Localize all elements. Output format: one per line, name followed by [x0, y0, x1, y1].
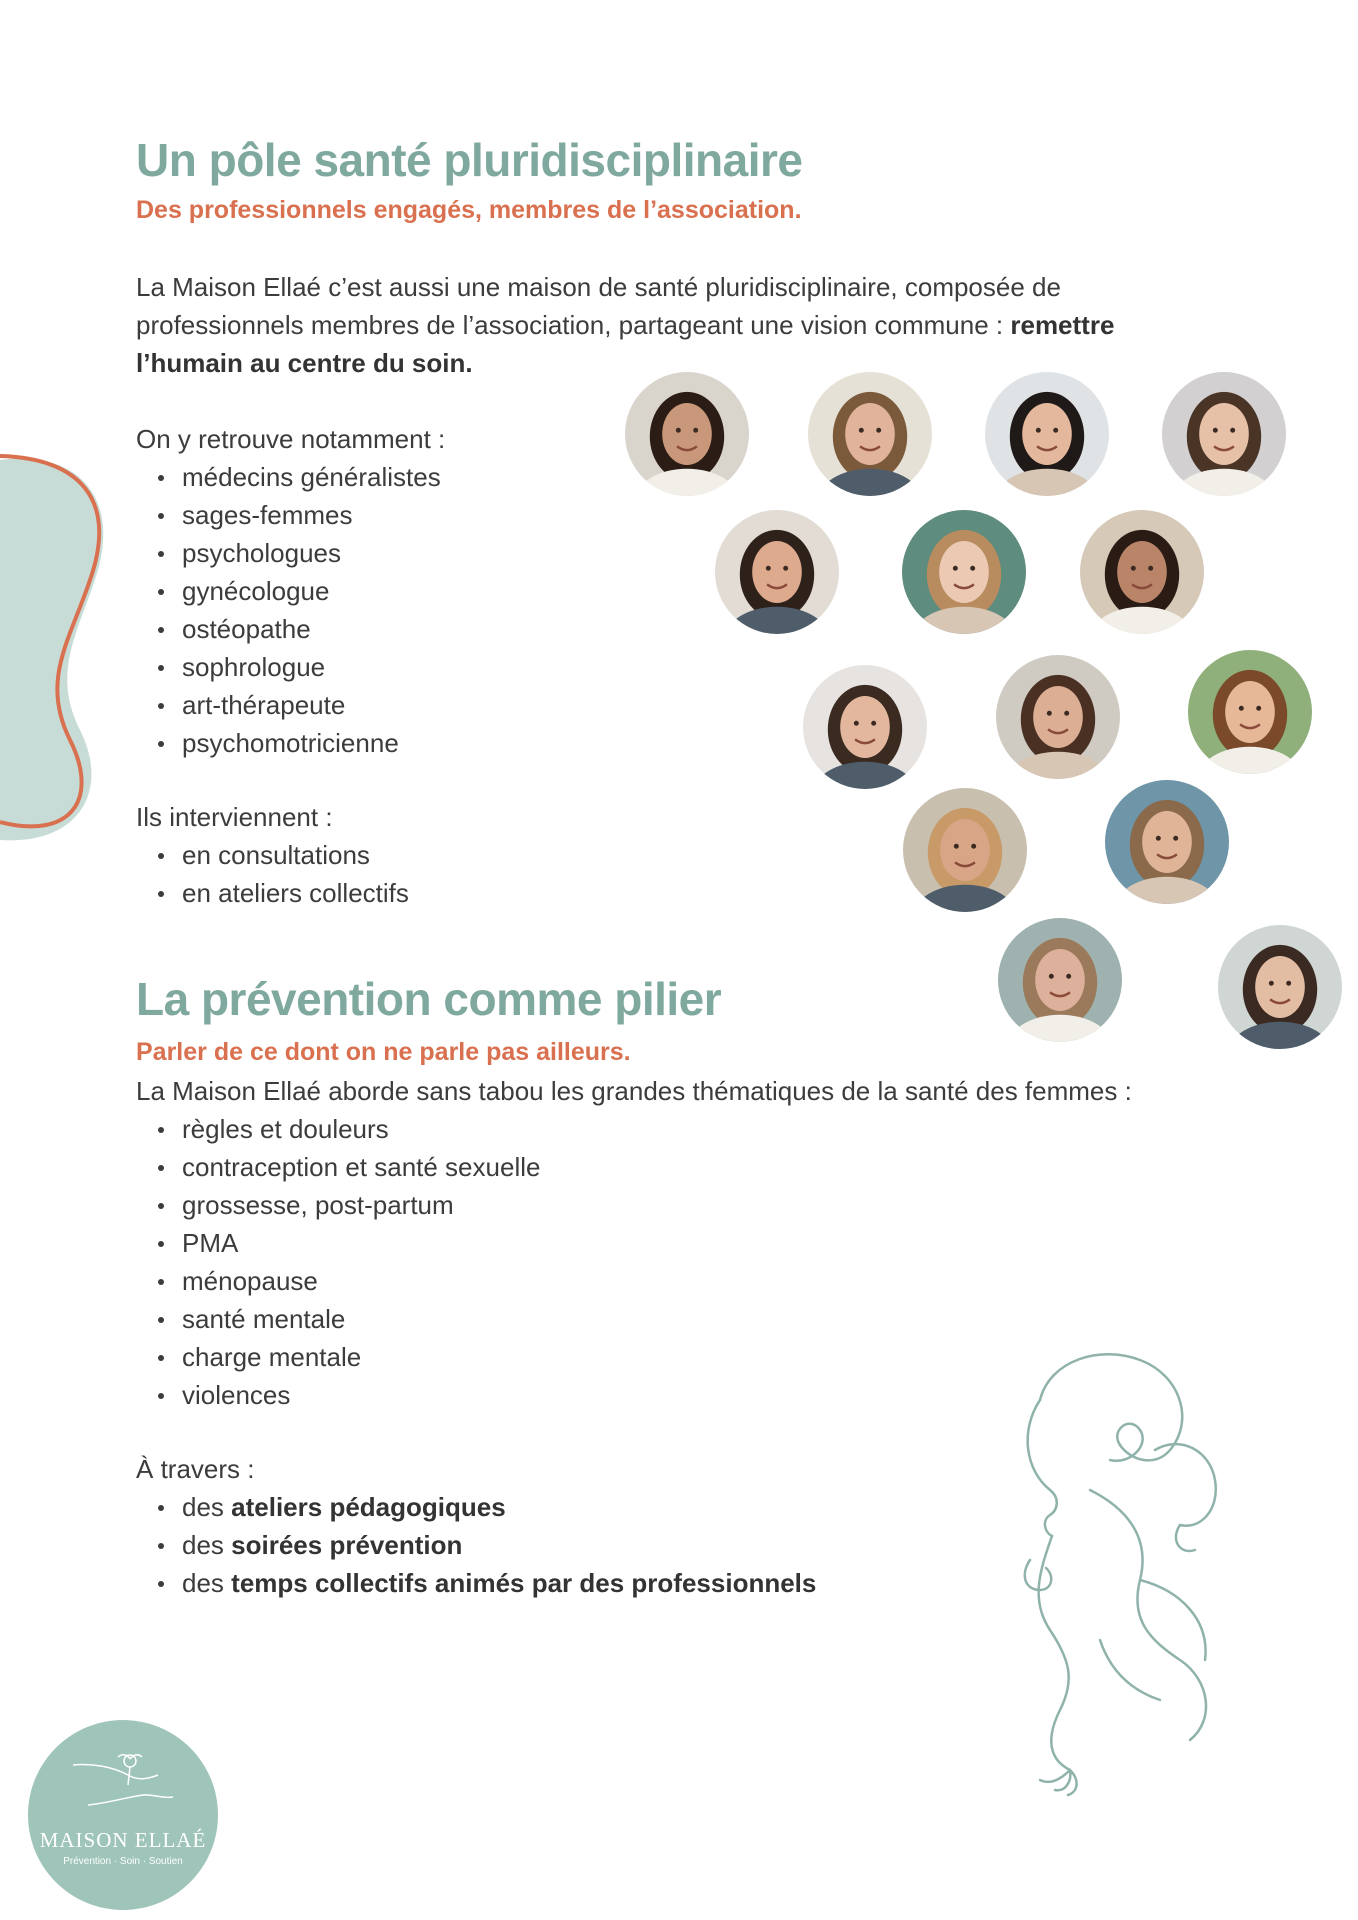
team-member-photo: [902, 510, 1026, 634]
list-item: sages-femmes: [136, 496, 445, 534]
list-item: ménopause: [136, 1262, 540, 1300]
hands-flower-icon: [68, 1745, 178, 1825]
logo-name: MAISON ELLAÉ: [39, 1828, 207, 1852]
topics-list: [136, 1110, 540, 1414]
list-item: psychomotricienne: [136, 724, 445, 762]
list-item: violences: [136, 1376, 540, 1414]
item-bold: ateliers pédagogiques: [231, 1492, 506, 1522]
list-item: charge mentale: [136, 1338, 540, 1376]
team-member-photo: [1105, 780, 1229, 904]
section1-subtitle: Des professionnels engagés, membres de l’association.: [136, 196, 802, 224]
intro-line2-text: professionnels membres de l’association, partageant une vision commune :: [136, 310, 1011, 340]
list-item: règles et douleurs: [136, 1110, 540, 1148]
list-item: sophrologue: [136, 648, 445, 686]
section1-intro: [136, 268, 1236, 382]
list-item: psychologues: [136, 534, 445, 572]
interventions-intro: Ils interviennent :: [136, 802, 333, 832]
section2-intro: La Maison Ellaé aborde sans tabou les grandes thématiques de la santé des femmes :: [136, 1076, 1132, 1106]
list-item: ostéopathe: [136, 610, 445, 648]
item-prefix: des: [182, 1492, 232, 1522]
item-prefix: des: [182, 1568, 232, 1598]
section2-title: La prévention comme pilier: [136, 973, 722, 1025]
team-member-photo: [625, 372, 749, 496]
list-item: contraception et santé sexuelle: [136, 1148, 540, 1186]
item-bold: temps collectifs animés par des professionnels: [231, 1568, 817, 1598]
list-item: art-thérapeute: [136, 686, 445, 724]
professions-intro: On y retrouve notamment :: [136, 424, 446, 454]
item-prefix: des: [182, 1530, 232, 1560]
intro-line2-bold: remettre: [1010, 310, 1115, 340]
intro-line2: [136, 306, 1236, 344]
list-item: [136, 1488, 816, 1526]
through-list: [136, 1488, 816, 1602]
interventions-list: [136, 836, 409, 912]
team-member-photo: [1162, 372, 1286, 496]
list-item: en ateliers collectifs: [136, 874, 409, 912]
team-member-photo: [903, 788, 1027, 912]
team-member-photo: [808, 372, 932, 496]
intro-line3-bold: l’humain au centre du soin.: [136, 348, 473, 378]
through-block: [136, 1450, 816, 1602]
section2-subtitle: Parler de ce dont on ne parle pas ailleurs.: [136, 1038, 631, 1066]
professions-list: [136, 458, 445, 762]
intro-line1: La Maison Ellaé c’est aussi une maison de santé pluridisciplinaire, composée de: [136, 272, 1061, 302]
team-member-photo: [1080, 510, 1204, 634]
team-member-photo: [998, 918, 1122, 1042]
decorative-blob: [0, 450, 140, 850]
list-item: en consultations: [136, 836, 409, 874]
list-item: gynécologue: [136, 572, 445, 610]
team-member-photo: [1188, 650, 1312, 774]
interventions-block: [136, 798, 409, 912]
team-member-photo: [1218, 925, 1342, 1049]
list-item: PMA: [136, 1224, 540, 1262]
maison-ellae-logo: [28, 1720, 218, 1910]
logo-tagline: Prévention · Soin · Soutien: [63, 1856, 183, 1867]
team-member-photo: [985, 372, 1109, 496]
list-item: [136, 1564, 816, 1602]
list-item: médecins généralistes: [136, 458, 445, 496]
team-member-photo: [715, 510, 839, 634]
pregnant-woman-line-art: [980, 1340, 1240, 1800]
professions-block: [136, 420, 445, 762]
item-bold: soirées prévention: [231, 1530, 463, 1560]
through-intro: À travers :: [136, 1454, 255, 1484]
team-member-photo: [996, 655, 1120, 779]
section1-title: Un pôle santé pluridisciplinaire: [136, 134, 803, 186]
team-member-photo: [803, 665, 927, 789]
list-item: grossesse, post-partum: [136, 1186, 540, 1224]
list-item: [136, 1526, 816, 1564]
list-item: santé mentale: [136, 1300, 540, 1338]
